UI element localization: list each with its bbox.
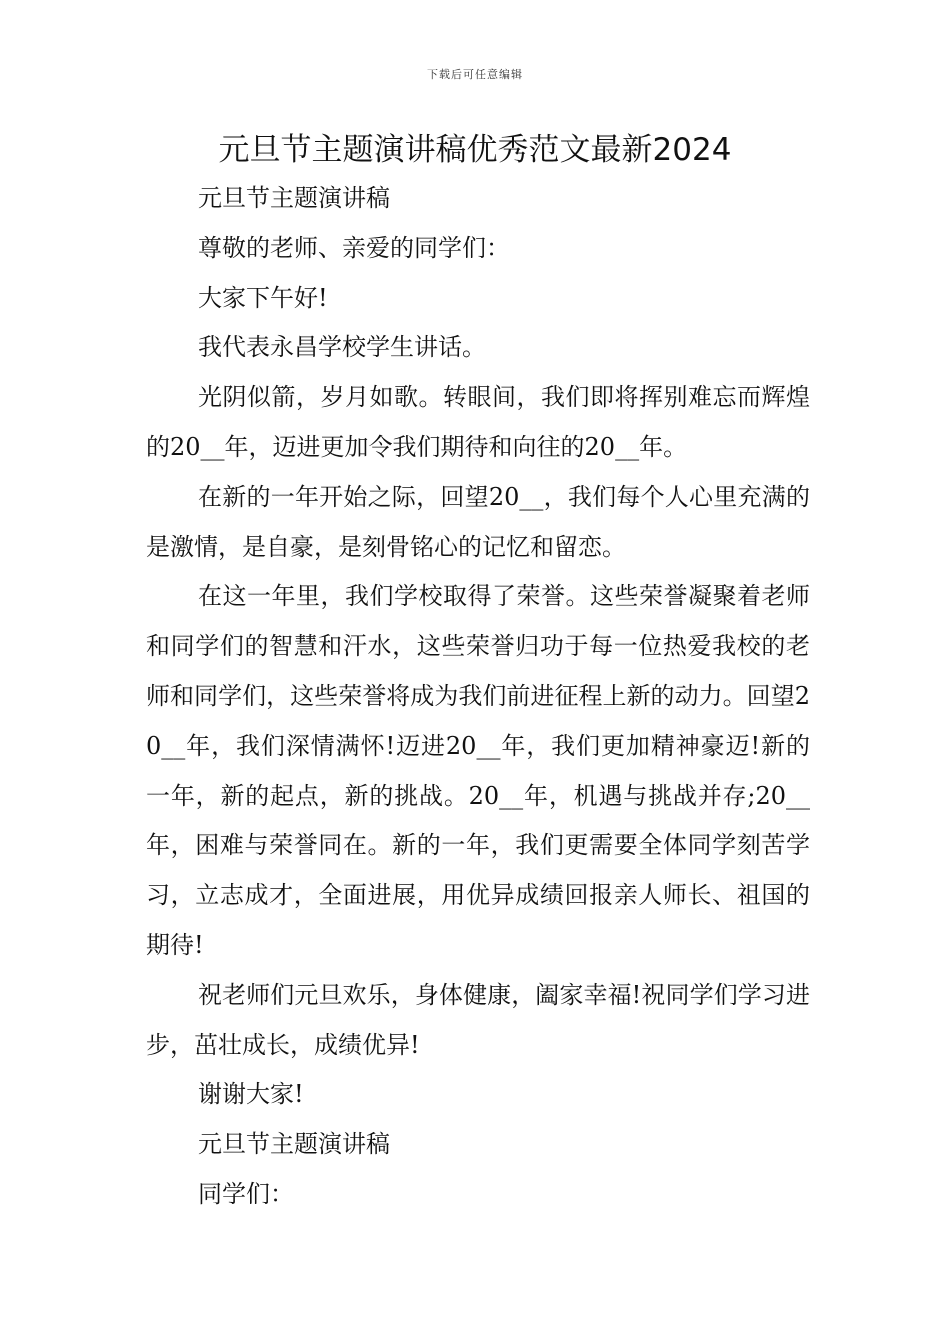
paragraph-body: 在新的一年开始之际，回望20__，我们每个人心里充满的是激情，是自豪，是刻骨铭心的记忆和留恋。	[146, 482, 810, 561]
page-header-note: 下载后可任意编辑	[427, 68, 523, 81]
paragraph-body: 光阴似箭，岁月如歌。转眼间，我们即将挥别难忘而辉煌的20__年，迈进更加令我们期待和向往的20__年。	[146, 383, 810, 461]
paragraph-intro: 我代表永昌学校学生讲话。	[198, 333, 486, 362]
document-body	[146, 174, 810, 1220]
paragraph-greeting: 大家下午好!	[198, 283, 328, 312]
paragraph-salutation: 同学们：	[198, 1179, 294, 1208]
paragraph-thanks: 谢谢大家!	[198, 1080, 304, 1109]
paragraph-wishes: 祝老师们元旦欢乐，身体健康，阖家幸福!祝同学们学习进步，茁壮成长，成绩优异!	[146, 980, 810, 1059]
document-title: 元旦节主题演讲稿优秀范文最新2024	[218, 132, 732, 168]
paragraph-body: 在这一年里，我们学校取得了荣誉。这些荣誉凝聚着老师和同学们的智慧和汗水，这些荣誉归功于每一位热爱我校的老师和同学们，这些荣誉将成为我们前进征程上新的动力。回望20__年，我们深情满怀!迈进20__年，我们更加精神豪迈!新的一年，新的起点，新的挑战。20__年，机遇与挑战并存;20__年，困难与荣誉同在。新的一年，我们更需要全体同学刻苦学习，立志成才，全面进展，用优异成绩回报亲人师长、祖国的期待!	[146, 582, 810, 959]
paragraph-salutation: 尊敬的老师、亲爱的同学们：	[198, 233, 510, 262]
paragraph-subtitle: 元旦节主题演讲稿	[198, 184, 390, 212]
paragraph-subtitle: 元旦节主题演讲稿	[198, 1130, 390, 1159]
